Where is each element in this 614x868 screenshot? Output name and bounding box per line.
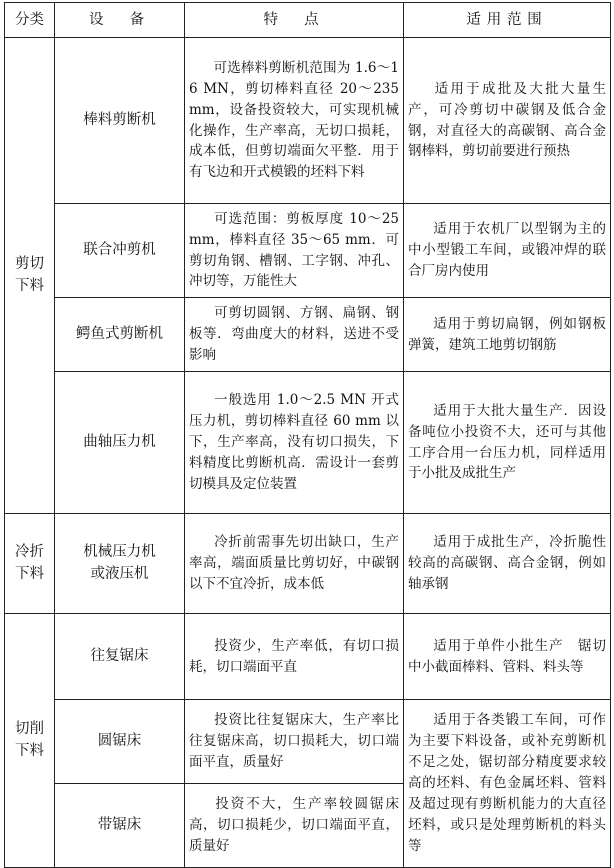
scope-cell	[404, 614, 611, 700]
feature-cell	[185, 514, 404, 614]
scope-text: 适用于单件小批生产 锯切中小截面棒料、管料、料头等	[408, 637, 606, 675]
category-line: 冷折	[15, 543, 44, 560]
device-cell: 往复锯床	[55, 614, 185, 700]
table-header-row	[5, 3, 611, 38]
feature-text: 可选范围：剪板厚度 10～25 mm，棒料直径 35～65 mm．可剪切角钢、槽钢、工字钢、冲孔、冲切等，万能性大	[189, 210, 399, 290]
scope-cell	[404, 38, 611, 204]
device-cell: 圆锯床	[55, 700, 185, 784]
feature-cell	[185, 38, 404, 204]
header-scope: 适用范围	[404, 3, 611, 38]
device-cell	[55, 514, 185, 614]
device-cell: 带锯床	[55, 784, 185, 868]
cutting-equipment-table	[4, 2, 611, 868]
scope-cell	[404, 372, 611, 514]
category-cell-cold-break	[5, 514, 55, 614]
category-cell-shearing	[5, 38, 55, 514]
feature-cell	[185, 614, 404, 700]
scope-text: 适用于各类锻工车间，可作为主要下料设备，或补充剪断机不足之处，锯切部分精度要求较高的坯料、有色金属坯料、管料及超过现有剪断机能力的大直径坯料，或只是处理剪断机的料头等	[408, 712, 606, 854]
scope-text: 适用于大批大量生产．因设备吨位小投资不大，还可与其他工序合用一台压力机，同样适用于小批及成批生产	[408, 402, 606, 482]
device-line: 或液压机	[90, 565, 149, 582]
device-cell: 棒料剪断机	[55, 38, 185, 204]
table-row	[5, 204, 611, 298]
feature-text: 投资少，生产率低，有切口损耗，切口端面平直	[189, 637, 399, 675]
feature-text: 投资不大，生产率较圆锯床高，切口损耗少，切口端面平直，质量好	[189, 796, 399, 854]
scope-text: 适用于成批及大批大量生产，可冷剪切中碳钢及低合金钢，对直径大的高碳钢、高合金钢棒料，剪切前要进行预热	[408, 80, 606, 160]
category-line: 切削	[15, 720, 44, 737]
scope-cell	[404, 204, 611, 298]
category-line: 下料	[15, 277, 44, 294]
header-feature: 特 点	[185, 3, 404, 38]
table-row	[5, 38, 611, 204]
feature-cell	[185, 372, 404, 514]
category-line: 下料	[15, 565, 44, 582]
device-cell: 曲轴压力机	[55, 372, 185, 514]
feature-text: 冷折前需事先切出缺口，生产率高，端面质量比剪切好，中碳钢以下不宜冷折，成本低	[189, 534, 399, 592]
scope-text: 适用于成批生产，冷折脆性较高的高碳钢、高合金钢，例如轴承钢	[408, 534, 606, 592]
feature-cell	[185, 204, 404, 298]
feature-text: 可剪切圆钢、方钢、扁钢、钢板等．弯曲度大的材料，送进不受影响	[189, 305, 399, 363]
scope-text: 适用于剪切扁钢，例如钢板弹簧，建筑工地剪切钢筋	[408, 315, 606, 353]
table-row	[5, 372, 611, 514]
feature-cell	[185, 298, 404, 372]
feature-text: 可选棒料剪断机范围为 1.6～16 MN，剪切棒料直径 20～235 mm，设备投资较大，可实现机械化操作，生产率高，无切口损耗，成本低，但剪切端面欠平整．用于有飞边和开式模锻的坯料下料	[189, 59, 399, 181]
table-row	[5, 514, 611, 614]
device-cell: 联合冲剪机	[55, 204, 185, 298]
scope-cell	[404, 514, 611, 614]
feature-cell	[185, 784, 404, 868]
category-cell-machining	[5, 614, 55, 868]
table-row	[5, 298, 611, 372]
scope-cell	[404, 700, 611, 868]
feature-text: 投资比往复锯床大，生产率比往复锯床高，切口损耗大，切口端面平直，质量好	[189, 712, 399, 770]
category-line: 剪切	[15, 255, 44, 272]
scope-cell	[404, 298, 611, 372]
header-category: 分类	[5, 3, 55, 38]
table-row	[5, 700, 611, 784]
feature-text: 一般选用 1.0～2.5 MN 开式压力机，剪切棒料直径 60 mm 以下，生产率高，没有切口损失，下料精度比剪断机高．需设计一套剪切模具及定位装置	[189, 392, 399, 492]
feature-cell	[185, 700, 404, 784]
category-line: 下料	[15, 742, 44, 759]
scope-text: 适用于农机厂以型钢为主的中小型锻工车间，或锻冲焊的联合厂房内使用	[408, 221, 606, 279]
device-cell: 鳄鱼式剪断机	[55, 298, 185, 372]
device-line: 机械压力机	[83, 543, 156, 560]
header-device: 设 备	[55, 3, 185, 38]
table-row	[5, 614, 611, 700]
